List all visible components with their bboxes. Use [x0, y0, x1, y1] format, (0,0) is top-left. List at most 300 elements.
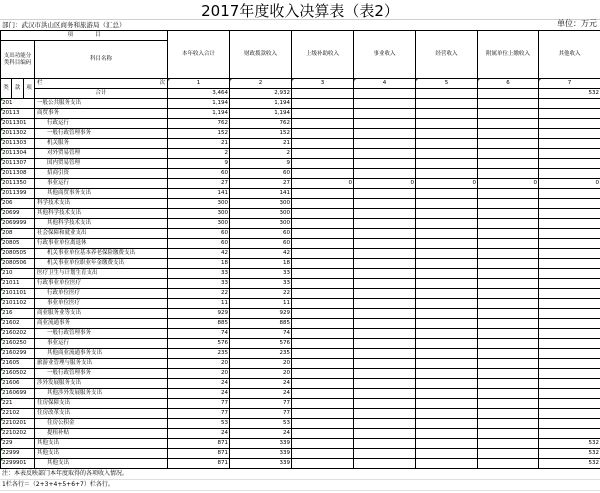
- value-col-5: 0: [416, 179, 478, 189]
- value-col-3: [292, 359, 354, 369]
- subject-name: 国内贸易管理: [35, 159, 168, 169]
- table-row: [1, 169, 600, 179]
- value-col-2: 60: [230, 169, 292, 179]
- total-value-6: [478, 89, 539, 99]
- value-col-7: [539, 129, 600, 139]
- subject-name: 住房改革支出: [35, 409, 168, 419]
- value-col-5: [416, 319, 478, 329]
- value-col-6: [478, 379, 539, 389]
- value-col-3: 0: [292, 179, 354, 189]
- value-col-1: 2: [168, 149, 230, 159]
- value-col-5: [416, 409, 478, 419]
- value-col-2: 300: [230, 199, 292, 209]
- value-col-1: 74: [168, 329, 230, 339]
- value-col-6: [478, 349, 539, 359]
- value-col-3: [292, 389, 354, 399]
- value-col-4: [354, 119, 416, 129]
- value-col-1: 762: [168, 119, 230, 129]
- value-col-5: [416, 259, 478, 269]
- value-col-1: 27: [168, 179, 230, 189]
- value-col-3: [292, 429, 354, 439]
- value-col-6: [478, 359, 539, 369]
- value-col-1: 53: [168, 419, 230, 429]
- value-col-2: 77: [230, 409, 292, 419]
- table-row: [1, 289, 600, 299]
- value-col-1: 141: [168, 189, 230, 199]
- value-col-7: [539, 269, 600, 279]
- value-col-1: 11: [168, 299, 230, 309]
- value-col-7: [539, 419, 600, 429]
- note-divider: [0, 479, 600, 480]
- value-col-5: [416, 169, 478, 179]
- subject-name: 一般行政管理事务: [35, 369, 168, 379]
- table-row: [1, 449, 600, 459]
- table-row: [1, 439, 600, 449]
- subject-name: 商贸事务: [35, 109, 168, 119]
- value-col-2: 21: [230, 139, 292, 149]
- value-col-3: [292, 219, 354, 229]
- value-col-5: [416, 149, 478, 159]
- value-col-7: [539, 259, 600, 269]
- value-col-5: [416, 109, 478, 119]
- value-col-5: [416, 249, 478, 259]
- title-divider: [0, 19, 600, 20]
- value-col-4: [354, 249, 416, 259]
- value-col-3: [292, 449, 354, 459]
- value-col-6: [478, 309, 539, 319]
- value-col-4: [354, 209, 416, 219]
- table-row: [1, 179, 600, 189]
- value-col-4: [354, 169, 416, 179]
- value-col-5: [416, 219, 478, 229]
- value-col-6: [478, 209, 539, 219]
- header-subject-name: 科目名称: [35, 41, 168, 79]
- subject-code: 2101102: [1, 299, 35, 309]
- value-col-6: [478, 319, 539, 329]
- subject-code: 2160299: [1, 349, 35, 359]
- subject-code: 2011308: [1, 169, 35, 179]
- value-col-4: [354, 439, 416, 449]
- value-col-1: 235: [168, 349, 230, 359]
- value-col-6: [478, 399, 539, 409]
- unit-label: 单位：万元: [557, 19, 597, 28]
- value-col-3: [292, 329, 354, 339]
- value-col-3: [292, 319, 354, 329]
- value-col-3: [292, 309, 354, 319]
- value-col-2: 576: [230, 339, 292, 349]
- value-col-4: 0: [354, 179, 416, 189]
- value-col-4: [354, 389, 416, 399]
- table-row: [1, 349, 600, 359]
- value-col-3: [292, 269, 354, 279]
- value-col-7: [539, 249, 600, 259]
- value-col-2: 1,194: [230, 99, 292, 109]
- value-col-6: [478, 439, 539, 449]
- subject-name: 事业单位医疗: [35, 299, 168, 309]
- subject-code: 20699: [1, 209, 35, 219]
- value-col-1: 24: [168, 389, 230, 399]
- header-ci: 次: [159, 80, 166, 86]
- value-col-1: 885: [168, 319, 230, 329]
- value-col-3: [292, 119, 354, 129]
- value-col-2: 24: [230, 389, 292, 399]
- table-row: [1, 109, 600, 119]
- value-col-5: [416, 339, 478, 349]
- value-col-7: [539, 109, 600, 119]
- subject-name: 住房保障支出: [35, 399, 168, 409]
- value-col-6: [478, 189, 539, 199]
- value-col-3: [292, 289, 354, 299]
- total-row: [1, 89, 600, 99]
- value-col-5: [416, 329, 478, 339]
- value-col-1: 77: [168, 399, 230, 409]
- value-col-3: [292, 419, 354, 429]
- header-col-3: 上级补助收入: [292, 31, 354, 79]
- header-col-4: 事业收入: [354, 31, 416, 79]
- value-col-2: 141: [230, 189, 292, 199]
- subject-name: 其他支出: [35, 459, 168, 469]
- table-row: [1, 269, 600, 279]
- table-row: [1, 259, 600, 269]
- value-col-6: [478, 269, 539, 279]
- value-col-1: 42: [168, 249, 230, 259]
- value-col-5: [416, 309, 478, 319]
- value-col-5: [416, 399, 478, 409]
- value-col-3: [292, 299, 354, 309]
- col-number-5: 5: [416, 79, 478, 89]
- value-col-6: [478, 219, 539, 229]
- value-col-1: 9: [168, 159, 230, 169]
- table-row: [1, 249, 600, 259]
- value-col-1: 1,194: [168, 109, 230, 119]
- value-col-2: 33: [230, 279, 292, 289]
- value-col-4: [354, 449, 416, 459]
- note-description: 注：本表反映部门本年度取得的各项收入情况。: [2, 470, 129, 477]
- table-row: [1, 129, 600, 139]
- table-row: [1, 399, 600, 409]
- value-col-1: 300: [168, 199, 230, 209]
- value-col-4: [354, 419, 416, 429]
- value-col-3: [292, 239, 354, 249]
- note-formula: 1栏各行＝（2+3+4+5+6+7）栏各行。: [2, 481, 114, 488]
- subject-code: 2069999: [1, 219, 35, 229]
- value-col-5: [416, 279, 478, 289]
- value-col-2: 235: [230, 349, 292, 359]
- subject-code: 20113: [1, 109, 35, 119]
- table-row: [1, 99, 600, 109]
- value-col-1: 60: [168, 239, 230, 249]
- value-col-7: [539, 99, 600, 109]
- value-col-1: 576: [168, 339, 230, 349]
- subject-name: 商业服务业等支出: [35, 309, 168, 319]
- table-row: [1, 459, 600, 469]
- value-col-5: [416, 289, 478, 299]
- subject-name: 医疗卫生与计划生育支出: [35, 269, 168, 279]
- value-col-7: [539, 239, 600, 249]
- value-col-3: [292, 229, 354, 239]
- value-col-1: 18: [168, 259, 230, 269]
- value-col-6: [478, 429, 539, 439]
- subject-code: 2011350: [1, 179, 35, 189]
- value-col-7: [539, 199, 600, 209]
- subject-name: 行政事业单位医疗: [35, 279, 168, 289]
- header-col-7: 其他收入: [539, 31, 600, 79]
- value-col-4: [354, 219, 416, 229]
- table-row: [1, 329, 600, 339]
- value-col-1: 20: [168, 369, 230, 379]
- value-col-5: [416, 199, 478, 209]
- value-col-5: [416, 239, 478, 249]
- value-col-1: 77: [168, 409, 230, 419]
- value-col-2: 60: [230, 229, 292, 239]
- value-col-3: [292, 209, 354, 219]
- subject-code: 208: [1, 229, 35, 239]
- value-col-4: [354, 99, 416, 109]
- value-col-6: [478, 459, 539, 469]
- value-col-7: [539, 429, 600, 439]
- value-col-4: [354, 429, 416, 439]
- value-col-4: [354, 269, 416, 279]
- value-col-7: [539, 209, 600, 219]
- table-row: [1, 229, 600, 239]
- value-col-6: [478, 99, 539, 109]
- value-col-2: 18: [230, 259, 292, 269]
- value-col-1: 871: [168, 459, 230, 469]
- subject-name: 住房公积金: [35, 419, 168, 429]
- header-lan: 栏: [37, 80, 43, 86]
- value-col-6: [478, 159, 539, 169]
- value-col-1: 1,194: [168, 99, 230, 109]
- value-col-6: [478, 109, 539, 119]
- value-col-4: [354, 299, 416, 309]
- value-col-5: [416, 159, 478, 169]
- value-col-6: [478, 169, 539, 179]
- value-col-6: [478, 449, 539, 459]
- value-col-4: [354, 309, 416, 319]
- value-col-2: 27: [230, 179, 292, 189]
- header-col-6: 附属单位上缴收入: [478, 31, 539, 79]
- value-col-4: [354, 379, 416, 389]
- value-col-5: [416, 269, 478, 279]
- value-col-6: [478, 339, 539, 349]
- value-col-6: [478, 289, 539, 299]
- value-col-3: [292, 99, 354, 109]
- value-col-2: 53: [230, 419, 292, 429]
- value-col-3: [292, 129, 354, 139]
- value-col-7: [539, 119, 600, 129]
- table-row: [1, 409, 600, 419]
- value-col-3: [292, 139, 354, 149]
- value-col-4: [354, 409, 416, 419]
- value-col-4: [354, 399, 416, 409]
- subject-name: 一般行政管理事务: [35, 129, 168, 139]
- table-row: [1, 119, 600, 129]
- subject-code: 2080506: [1, 259, 35, 269]
- value-col-4: [354, 339, 416, 349]
- department-label: 部门：武汉市洪山区商务和旅游局（汇总）: [2, 21, 126, 29]
- value-col-3: [292, 459, 354, 469]
- value-col-7: [539, 149, 600, 159]
- table-row: [1, 369, 600, 379]
- header-project: 项 目: [1, 31, 168, 41]
- value-col-6: [478, 279, 539, 289]
- col-number-1: 1: [168, 79, 230, 89]
- value-col-3: [292, 369, 354, 379]
- value-col-3: [292, 379, 354, 389]
- value-col-6: [478, 369, 539, 379]
- value-col-1: 300: [168, 209, 230, 219]
- subject-name: 商业流通事务: [35, 319, 168, 329]
- income-table: [0, 30, 600, 469]
- header-col-1: 本年收入合计: [168, 31, 230, 79]
- table-row: [1, 279, 600, 289]
- value-col-5: [416, 99, 478, 109]
- value-col-5: [416, 349, 478, 359]
- subject-name: 其他支出: [35, 439, 168, 449]
- subject-code: 2080505: [1, 249, 35, 259]
- value-col-4: [354, 229, 416, 239]
- subject-code: 2011399: [1, 189, 35, 199]
- value-col-6: [478, 249, 539, 259]
- table-row: [1, 319, 600, 329]
- value-col-5: [416, 389, 478, 399]
- value-col-3: [292, 169, 354, 179]
- value-col-7: [539, 319, 600, 329]
- value-col-1: 871: [168, 439, 230, 449]
- value-col-7: [539, 309, 600, 319]
- subject-code: 2160202: [1, 329, 35, 339]
- value-col-5: [416, 429, 478, 439]
- value-col-2: 1,194: [230, 109, 292, 119]
- value-col-2: 885: [230, 319, 292, 329]
- subject-name: 机关事业单位基本养老保险缴费支出: [35, 249, 168, 259]
- subject-name: 其他商业流通事务支出: [35, 349, 168, 359]
- table-row: [1, 339, 600, 349]
- value-col-1: 22: [168, 289, 230, 299]
- value-col-6: [478, 119, 539, 129]
- value-col-1: 60: [168, 229, 230, 239]
- subject-code: 21605: [1, 359, 35, 369]
- value-col-3: [292, 249, 354, 259]
- value-col-4: [354, 259, 416, 269]
- subject-name: 其他涉外发展服务支出: [35, 389, 168, 399]
- value-col-7: [539, 159, 600, 169]
- subject-code: 229: [1, 439, 35, 449]
- subject-name: 科学技术支出: [35, 199, 168, 209]
- subject-name: 其他科学技术支出: [35, 219, 168, 229]
- value-col-6: [478, 419, 539, 429]
- value-col-6: [478, 259, 539, 269]
- total-value-7: 532: [539, 89, 600, 99]
- table-row: [1, 219, 600, 229]
- value-col-1: 871: [168, 449, 230, 459]
- subject-code: 216: [1, 309, 35, 319]
- value-col-2: 300: [230, 219, 292, 229]
- value-col-5: [416, 449, 478, 459]
- value-col-7: [539, 359, 600, 369]
- subject-name: 行政单位医疗: [35, 289, 168, 299]
- subject-code: 22999: [1, 449, 35, 459]
- value-col-5: [416, 139, 478, 149]
- value-col-6: [478, 199, 539, 209]
- value-col-7: [539, 349, 600, 359]
- value-col-5: [416, 439, 478, 449]
- value-col-1: 152: [168, 129, 230, 139]
- subject-name: 一般行政管理事务: [35, 329, 168, 339]
- table-row: [1, 159, 600, 169]
- header-code-group: 支出功能分类科目编码: [1, 41, 35, 79]
- value-col-7: [539, 189, 600, 199]
- subject-code: 2160699: [1, 389, 35, 399]
- value-col-4: [354, 359, 416, 369]
- value-col-2: 77: [230, 399, 292, 409]
- value-col-5: [416, 119, 478, 129]
- value-col-1: 21: [168, 139, 230, 149]
- value-col-2: 20: [230, 359, 292, 369]
- subject-code: 2160250: [1, 339, 35, 349]
- value-col-2: 2: [230, 149, 292, 159]
- value-col-1: 20: [168, 359, 230, 369]
- value-col-3: [292, 399, 354, 409]
- subject-name: 涉外发展服务支出: [35, 379, 168, 389]
- value-col-2: 339: [230, 449, 292, 459]
- subject-code: 2011302: [1, 129, 35, 139]
- value-col-6: [478, 239, 539, 249]
- value-col-7: [539, 399, 600, 409]
- value-col-2: 24: [230, 429, 292, 439]
- subject-code: 2160502: [1, 369, 35, 379]
- col-number-2: 2: [230, 79, 292, 89]
- value-col-5: [416, 379, 478, 389]
- value-col-5: [416, 209, 478, 219]
- total-value-2: 2,932: [230, 89, 292, 99]
- value-col-7: [539, 219, 600, 229]
- value-col-3: [292, 199, 354, 209]
- value-col-7: [539, 169, 600, 179]
- value-col-4: [354, 279, 416, 289]
- value-col-2: 33: [230, 269, 292, 279]
- value-col-1: 24: [168, 379, 230, 389]
- value-col-1: 33: [168, 279, 230, 289]
- value-col-4: [354, 289, 416, 299]
- value-col-2: 339: [230, 439, 292, 449]
- value-col-3: [292, 349, 354, 359]
- subject-code: 2210202: [1, 429, 35, 439]
- value-col-2: 300: [230, 209, 292, 219]
- value-col-7: 532: [539, 449, 600, 459]
- value-col-3: [292, 439, 354, 449]
- value-col-5: [416, 299, 478, 309]
- value-col-2: 20: [230, 369, 292, 379]
- value-col-2: 152: [230, 129, 292, 139]
- value-col-7: [539, 409, 600, 419]
- value-col-6: [478, 149, 539, 159]
- total-value-4: [354, 89, 416, 99]
- value-col-5: [416, 229, 478, 239]
- header-lei: 类: [1, 79, 12, 99]
- value-col-7: [539, 329, 600, 339]
- total-value-1: 3,464: [168, 89, 230, 99]
- table-row: [1, 239, 600, 249]
- value-col-6: [478, 409, 539, 419]
- value-col-2: 762: [230, 119, 292, 129]
- value-col-4: [354, 239, 416, 249]
- value-col-6: [478, 389, 539, 399]
- value-col-4: [354, 319, 416, 329]
- value-col-4: [354, 459, 416, 469]
- page-title: 2017年度收入决算表（表2）: [201, 2, 399, 20]
- value-col-1: 33: [168, 269, 230, 279]
